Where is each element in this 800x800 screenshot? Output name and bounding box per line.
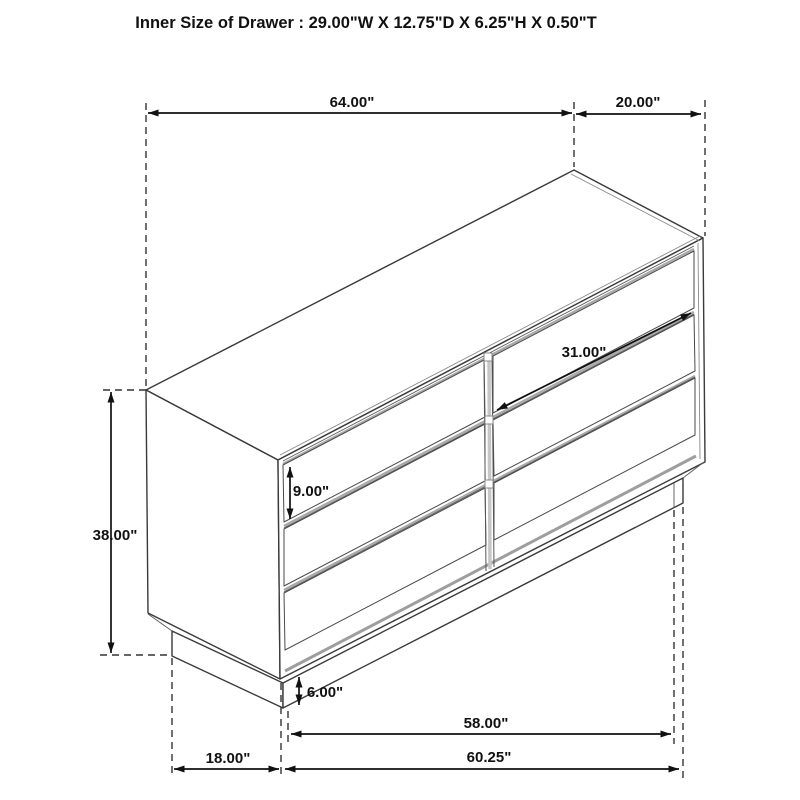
divider-notch-middle — [485, 416, 493, 424]
divider-notch-bottom — [485, 480, 493, 488]
dim-label-drawer-height: 9.00" — [292, 483, 330, 500]
center-divider-bar — [489, 358, 490, 569]
dim-label-base-front-width: 58.00" — [463, 715, 509, 732]
dim-label-base-outer-width: 60.25" — [466, 749, 512, 766]
dim-label-overall-depth: 20.00" — [615, 94, 661, 111]
divider-notch-top — [484, 353, 492, 361]
dim-label-base-side-depth: 18.00" — [205, 750, 251, 767]
dim-label-overall-height: 38.00" — [92, 527, 138, 544]
dim-label-base-height: 6.00" — [306, 684, 344, 701]
diagram-title: Inner Size of Drawer : 29.00"W X 12.75"D X 6.25"H X 0.50"T — [135, 14, 597, 32]
dim-label-drawer-width: 31.00" — [561, 344, 607, 361]
dim-label-overall-width: 64.00" — [329, 94, 375, 111]
dresser-drawing — [146, 170, 705, 708]
